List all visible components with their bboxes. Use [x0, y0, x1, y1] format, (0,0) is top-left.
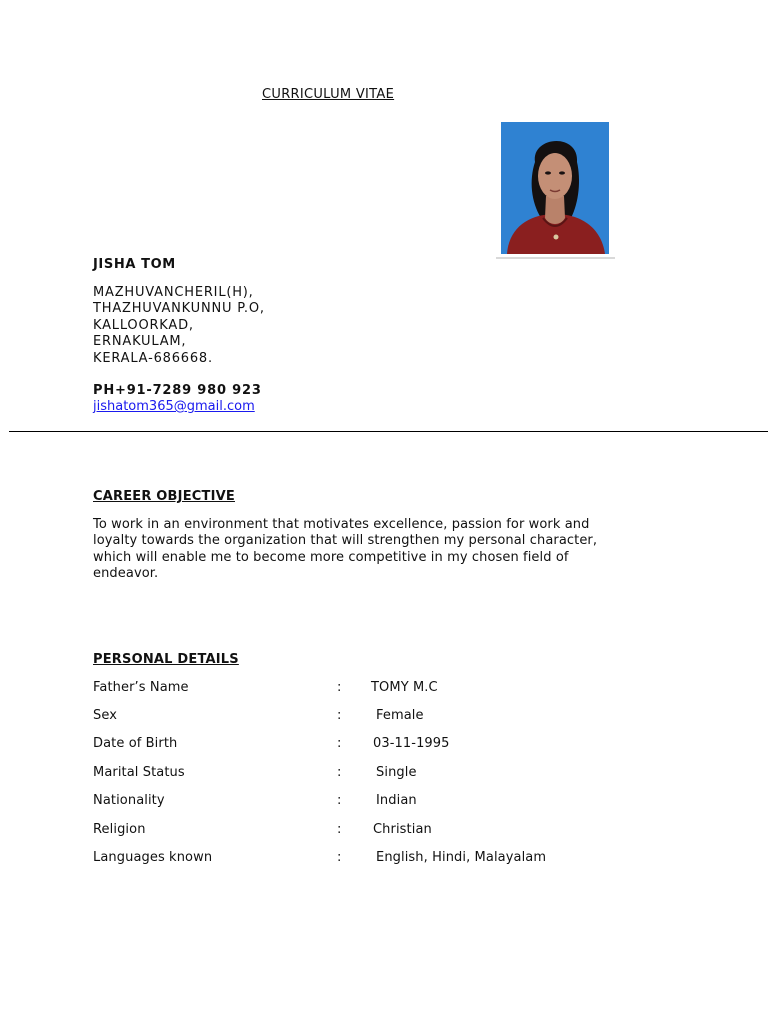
email-link[interactable]: jishatom365@gmail.com	[93, 399, 255, 414]
photo-image	[501, 122, 609, 254]
person-portrait-icon	[501, 122, 609, 254]
detail-label: Marital Status	[93, 765, 185, 780]
career-objective-text	[93, 517, 653, 583]
detail-label: Father’s Name	[93, 680, 189, 695]
detail-row-languages-known	[93, 850, 653, 868]
career-objective-line: loyalty towards the organization that will strengthen my personal character,	[93, 533, 598, 549]
career-objective-heading: CAREER OBJECTIVE	[93, 489, 235, 504]
applicant-name: JISHA TOM	[93, 257, 176, 272]
address-line: KALLOORKAD,	[93, 317, 194, 333]
detail-value: English, Hindi, Malayalam	[376, 850, 547, 865]
phone-number: PH+91-7289 980 923	[93, 383, 262, 398]
photo-shadow	[496, 257, 615, 259]
detail-colon: :	[337, 680, 342, 695]
document-title: CURRICULUM VITAE	[262, 87, 395, 102]
profile-photo	[496, 118, 615, 261]
detail-row-date-of-birth	[93, 736, 653, 754]
career-objective-line: which will enable me to become more competitive in my chosen field of	[93, 549, 569, 565]
address-line: ERNAKULAM,	[93, 334, 187, 350]
detail-row-religion	[93, 822, 653, 840]
personal-details-heading: PERSONAL DETAILS	[93, 652, 239, 667]
detail-colon: :	[337, 708, 342, 723]
detail-colon: :	[337, 793, 342, 808]
detail-value: Single	[376, 765, 417, 780]
detail-colon: :	[337, 850, 342, 865]
address-line: MAZHUVANCHERIL(H),	[93, 285, 254, 300]
horizontal-divider	[9, 431, 768, 432]
address-line: KERALA-686668.	[93, 350, 213, 366]
detail-label: Religion	[93, 822, 146, 837]
detail-value: 03-11-1995	[373, 736, 450, 751]
career-objective-line: To work in an environment that motivates excellence, passion for work and	[93, 517, 590, 532]
detail-colon: :	[337, 736, 342, 751]
address-line: THAZHUVANKUNNU P.O,	[93, 301, 265, 317]
detail-row-sex	[93, 708, 653, 726]
detail-label: Nationality	[93, 793, 165, 808]
detail-label: Sex	[93, 708, 118, 723]
detail-value: TOMY M.C	[371, 680, 438, 695]
detail-row-nationality	[93, 793, 653, 811]
detail-value: Indian	[376, 793, 417, 808]
career-objective-line: endeavor.	[93, 566, 159, 582]
detail-colon: :	[337, 765, 342, 780]
address-block	[93, 285, 265, 367]
detail-value: Christian	[373, 822, 432, 837]
detail-label: Date of Birth	[93, 736, 178, 751]
detail-value: Female	[376, 708, 424, 723]
detail-colon: :	[337, 822, 342, 837]
detail-row-marital-status	[93, 765, 653, 783]
detail-label: Languages known	[93, 850, 213, 865]
detail-row-fathers-name	[93, 680, 653, 698]
